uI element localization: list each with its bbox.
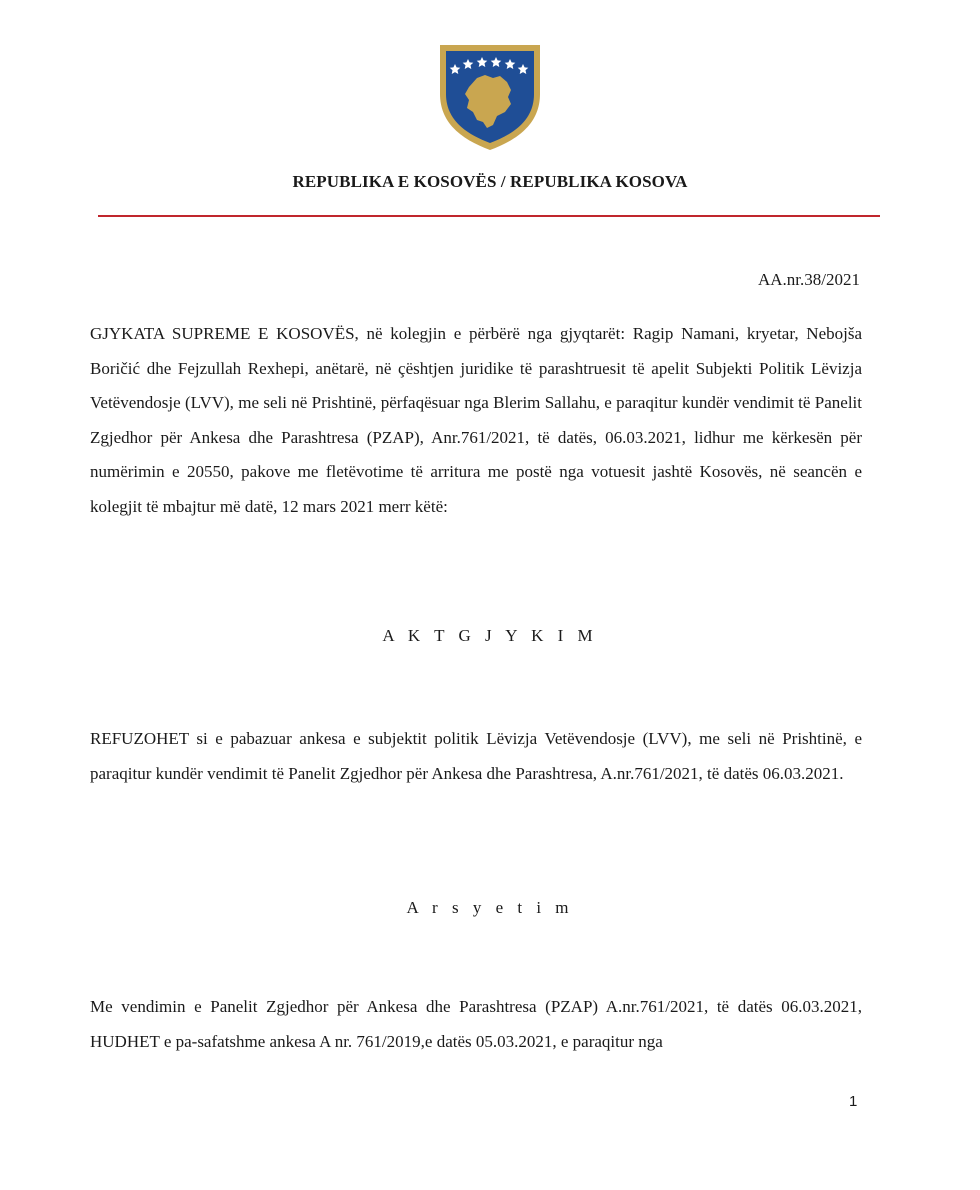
page-number: 1 xyxy=(849,1093,858,1110)
case-number: AA.nr.38/2021 xyxy=(758,270,860,289)
verdict-heading: A K T G J Y K I M xyxy=(382,626,598,645)
reasoning-paragraph: Me vendimin e Panelit Zgjedhor për Ankesa dhe Parashtresa (PZAP) A.nr.761/2021, të datës 06.03.2021, HUDHET e pa-safatshme ankesa A nr. 761/2019,e datës 05.03.2021, e paraqitur nga xyxy=(90,997,862,1051)
republic-header: REPUBLIKA E KOSOVËS / REPUBLIKA KOSOVA xyxy=(292,172,688,191)
header-divider xyxy=(98,215,880,217)
reasoning-heading: A r s y e t i m xyxy=(406,898,574,917)
intro-paragraph: GJYKATA SUPREME E KOSOVËS, në kolegjin e përbërë nga gjyqtarët: Ragip Namani, kryetar, Nebojša Boričić dhe Fejzullah Rexhepi, anëtarë, në çështjen juridike të parashtruesit të apelit Subjekti Politik Lëvizja Vetëvendosje (LVV), me seli në Prishtinë, përfaqësuar nga Blerim Sallahu, e paraqitur kundër vendimit të Panelit Zgjedhor për Ankesa dhe Parashtresa (PZAP), Anr.761/2021, të datës, 06.03.2021, lidhur me kërkesën për numërimin e 20550, pakove me fletëvotime të arritura me postë nga votuesit jashtë Kosovës, në seancën e kolegjit të mbajtur më datë, 12 mars 2021 merr këtë: xyxy=(90,324,862,516)
coat-of-arms-emblem xyxy=(437,42,543,152)
operative-paragraph: REFUZOHET si e pabazuar ankesa e subjektit politik Lëvizja Vetëvendosje (LVV), me seli në Prishtinë, e paraqitur kundër vendimit të Panelit Zgjedhor për Ankesa dhe Parashtresa, A.nr.761/2021, të datës 06.03.2021. xyxy=(90,729,862,783)
